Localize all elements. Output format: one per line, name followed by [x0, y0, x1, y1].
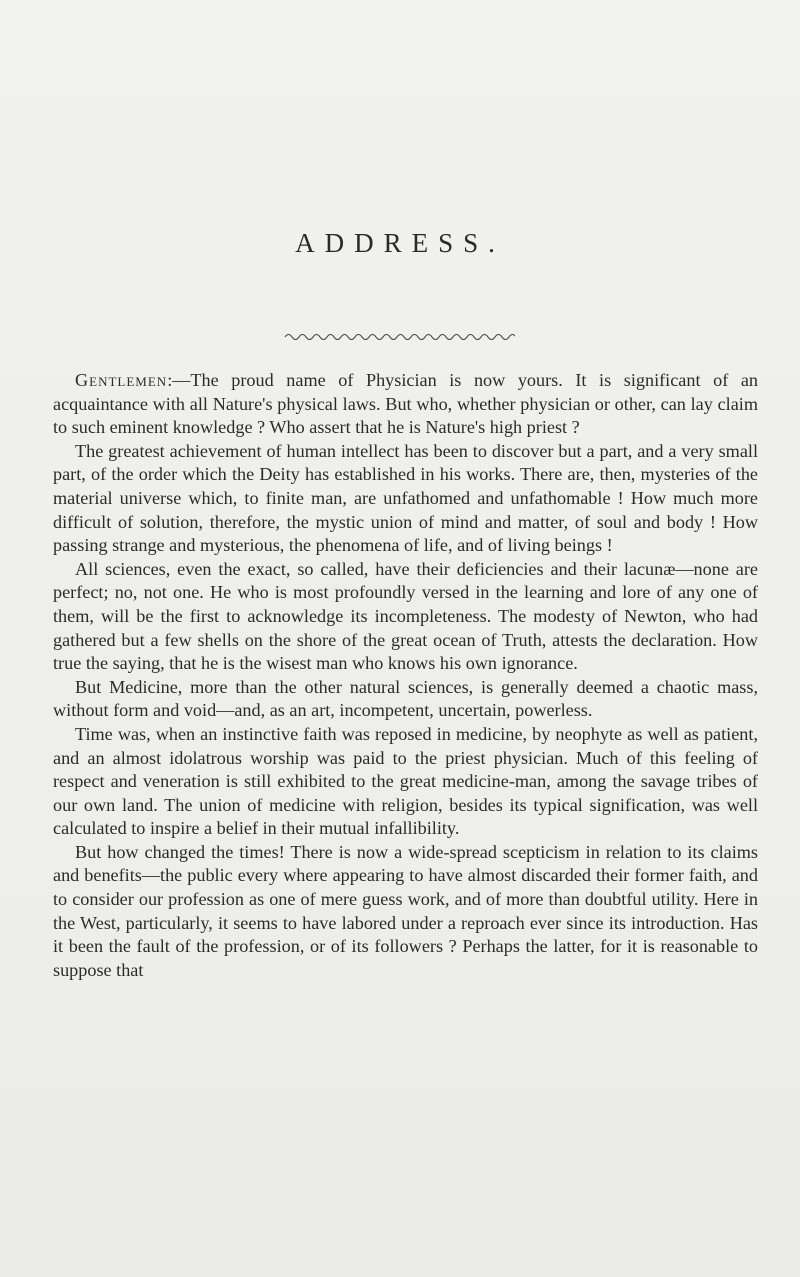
- paragraph-text: But Medicine, more than the other natural sciences, is generally deemed a chaotic mass, without form and void—and, as an art, incompetent, uncertain, powerless.: [53, 676, 758, 721]
- address-body: [53, 369, 758, 982]
- page-title: ADDRESS.: [295, 228, 505, 258]
- wavy-rule-ornament: [283, 330, 515, 344]
- paragraph-2: [53, 440, 758, 558]
- paragraph-3: [53, 558, 758, 676]
- paragraph-5: [53, 723, 758, 841]
- paragraph-1: [53, 369, 758, 440]
- paragraph-6: [53, 841, 758, 983]
- paragraph-4: [53, 676, 758, 723]
- paragraph-text: :—The proud name of Physician is now yours. It is significant of an acquaintance with all Nature's physical laws. But who, whether physician or other, can lay claim to such eminent knowledge ? Who assert that he is Nature's high priest ?: [53, 370, 758, 438]
- paragraph-text: All sciences, even the exact, so called, have their deficiencies and their lacunæ—none are perfect; no, not one. He who is most profoundly versed in the learning and lore of any one of them, will be the first to acknowledge its incompleteness. The modesty of Newton, who had gathered but a few shells on the shore of the great ocean of Truth, attests the declaration. How true the saying, that he is the wisest man who knows his own ignorance.: [53, 558, 758, 674]
- salutation: Gentlemen: [75, 370, 168, 390]
- paragraph-text: The greatest achievement of human intellect has been to discover but a part, and a very small part, of the order which the Deity has established in his works. There are, then, mysteries of the material universe which, to finite man, are unfathomed and unfathomable ! How much more difficult of solution, therefore, the mystic union of mind and matter, of soul and body ! How passing strange and mysterious, the phenomena of life, and of living beings !: [53, 440, 758, 556]
- paragraph-text: Time was, when an instinctive faith was reposed in medicine, by neophyte as well as patient, and an almost idolatrous worship was paid to the priest physician. Much of this feeling of respect and veneration is still exhibited to the great medicine-man, among the savage tribes of our own land. The union of medicine with religion, besides its typical signification, was well calculated to inspire a belief in their mutual infallibility.: [53, 723, 758, 839]
- paragraph-text: But how changed the times! There is now a wide-spread scepticism in relation to its claims and benefits—the public every where appearing to have almost discarded their former faith, and to consider our profession as one of mere guess work, and of more than doubtful utility. Here in the West, particularly, it seems to have labored under a reproach ever since its introduction. Has it been the fault of the profession, or of its followers ? Perhaps the latter, for it is reasonable to suppose that: [53, 841, 758, 980]
